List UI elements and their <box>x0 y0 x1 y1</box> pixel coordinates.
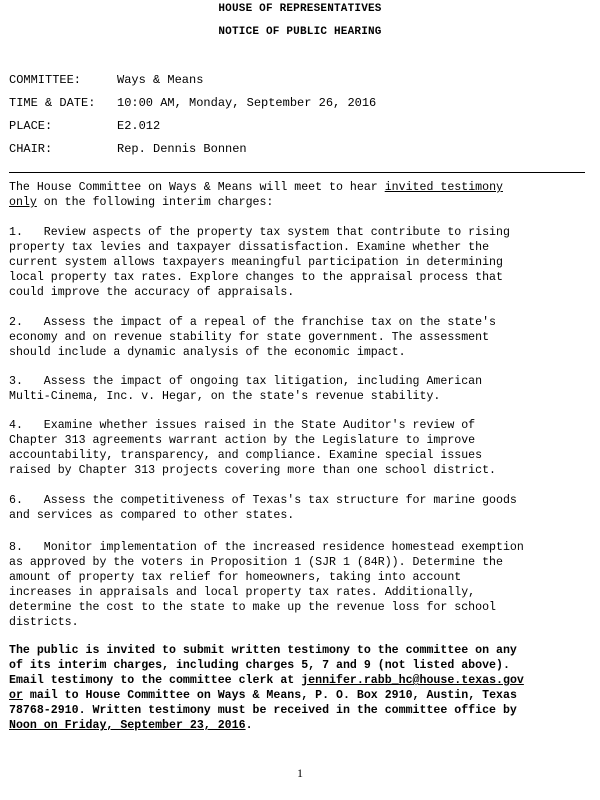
charge-4-line-1: 4. Examine whether issues raised in the State Auditor's review of <box>9 419 476 432</box>
charge-8-line-1: 8. Monitor implementation of the increased residence homestead exemption <box>9 541 524 554</box>
charge-4-line-4: raised by Chapter 313 projects covering more than one school district. <box>9 464 497 477</box>
charge-6-line-1: 6. Assess the competitiveness of Texas's tax structure for marine goods <box>9 494 517 507</box>
time-row <box>9 96 376 110</box>
clerk-email-link[interactable]: jennifer.rabb_hc@house.texas.gov <box>301 674 524 687</box>
page-number: 1 <box>297 766 303 780</box>
intro-text-2: on the following interim charges: <box>36 196 274 209</box>
charge-3-line-1: 3. Assess the impact of ongoing tax litigation, including American <box>9 375 483 388</box>
charge-8-line-6: districts. <box>9 616 79 629</box>
charge-6-line-2: and services as compared to other states. <box>9 509 295 522</box>
intro-paragraph <box>9 180 594 210</box>
intro-text-1: The House Committee on Ways & Means will meet to hear <box>9 181 385 194</box>
charge-2-line-2: economy and on revenue stability for state government. The assessment <box>9 331 490 344</box>
place-label: PLACE: <box>9 119 53 133</box>
committee-label: COMMITTEE: <box>9 73 82 87</box>
committee-value: Ways & Means <box>117 73 204 87</box>
charge-1-line-5: could improve the accuracy of appraisals. <box>9 286 295 299</box>
charge-4-line-2: Chapter 313 agreements warrant action by the Legislature to improve <box>9 434 476 447</box>
divider-rule <box>9 172 585 173</box>
charge-item-3 <box>9 374 594 404</box>
charge-item-8 <box>9 540 594 630</box>
public-testimony-notice <box>9 643 594 733</box>
or-text: or <box>9 689 23 702</box>
public-line-5: 78768-2910. Written testimony must be received in the committee office by <box>9 704 517 717</box>
charge-item-4 <box>9 418 594 478</box>
notice-title: NOTICE OF PUBLIC HEARING <box>218 26 382 38</box>
public-line-1: The public is invited to submit written testimony to the committee on any <box>9 644 517 657</box>
public-line-6-end: . <box>245 719 253 732</box>
time-label: TIME & DATE: <box>9 96 96 110</box>
invited-testimony: invited testimony <box>384 181 503 194</box>
time-value: 10:00 AM, Monday, September 26, 2016 <box>117 96 377 110</box>
place-value: E2.012 <box>117 119 161 133</box>
chair-label: CHAIR: <box>9 142 53 156</box>
charge-8-line-3: amount of property tax relief for homeowners, taking into account <box>9 571 462 584</box>
charge-4-line-3: accountability, transparency, and compliance. Examine special issues <box>9 449 483 462</box>
charge-item-6 <box>9 493 594 523</box>
charge-8-line-5: determine the cost to the state to make up the revenue loss for school <box>9 601 497 614</box>
charge-item-1 <box>9 225 594 300</box>
charge-2-line-3: should include a dynamic analysis of the economic impact. <box>9 346 406 359</box>
charge-1-line-1: 1. Review aspects of the property tax system that contribute to rising <box>9 226 510 239</box>
deadline-text: Noon on Friday, September 23, 2016 <box>9 719 246 732</box>
place-row <box>9 119 160 133</box>
public-line-2: of its interim charges, including charges 5, 7 and 9 (not listed above). <box>9 659 510 672</box>
public-line-3: Email testimony to the committee clerk at <box>9 674 302 687</box>
charge-1-line-2: property tax levies and taxpayer dissatisfaction. Examine whether the <box>9 241 490 254</box>
charge-item-2 <box>9 315 594 360</box>
public-line-4: mail to House Committee on Ways & Means, P. O. Box 2910, Austin, Texas <box>22 689 517 702</box>
committee-row <box>9 73 203 87</box>
charge-8-line-2: as approved by the voters in Proposition 1 (SJR 1 (84R)). Determine the <box>9 556 503 569</box>
charge-2-line-1: 2. Assess the impact of a repeal of the franchise tax on the state's <box>9 316 497 329</box>
house-title: HOUSE OF REPRESENTATIVES <box>218 3 382 15</box>
charge-1-line-4: local property tax rates. Explore changes to the appraisal process that <box>9 271 503 284</box>
charge-3-line-2: Multi-Cinema, Inc. v. Hegar, on the state's revenue stability. <box>9 390 441 403</box>
charge-1-line-3: current system allows taxpayers meaningful participation in determining <box>9 256 503 269</box>
charge-8-line-4: increases in appraisals and local property tax rates. Additionally, <box>9 586 476 599</box>
chair-row <box>9 142 247 156</box>
chair-value: Rep. Dennis Bonnen <box>117 142 247 156</box>
only-text: only <box>9 196 37 209</box>
